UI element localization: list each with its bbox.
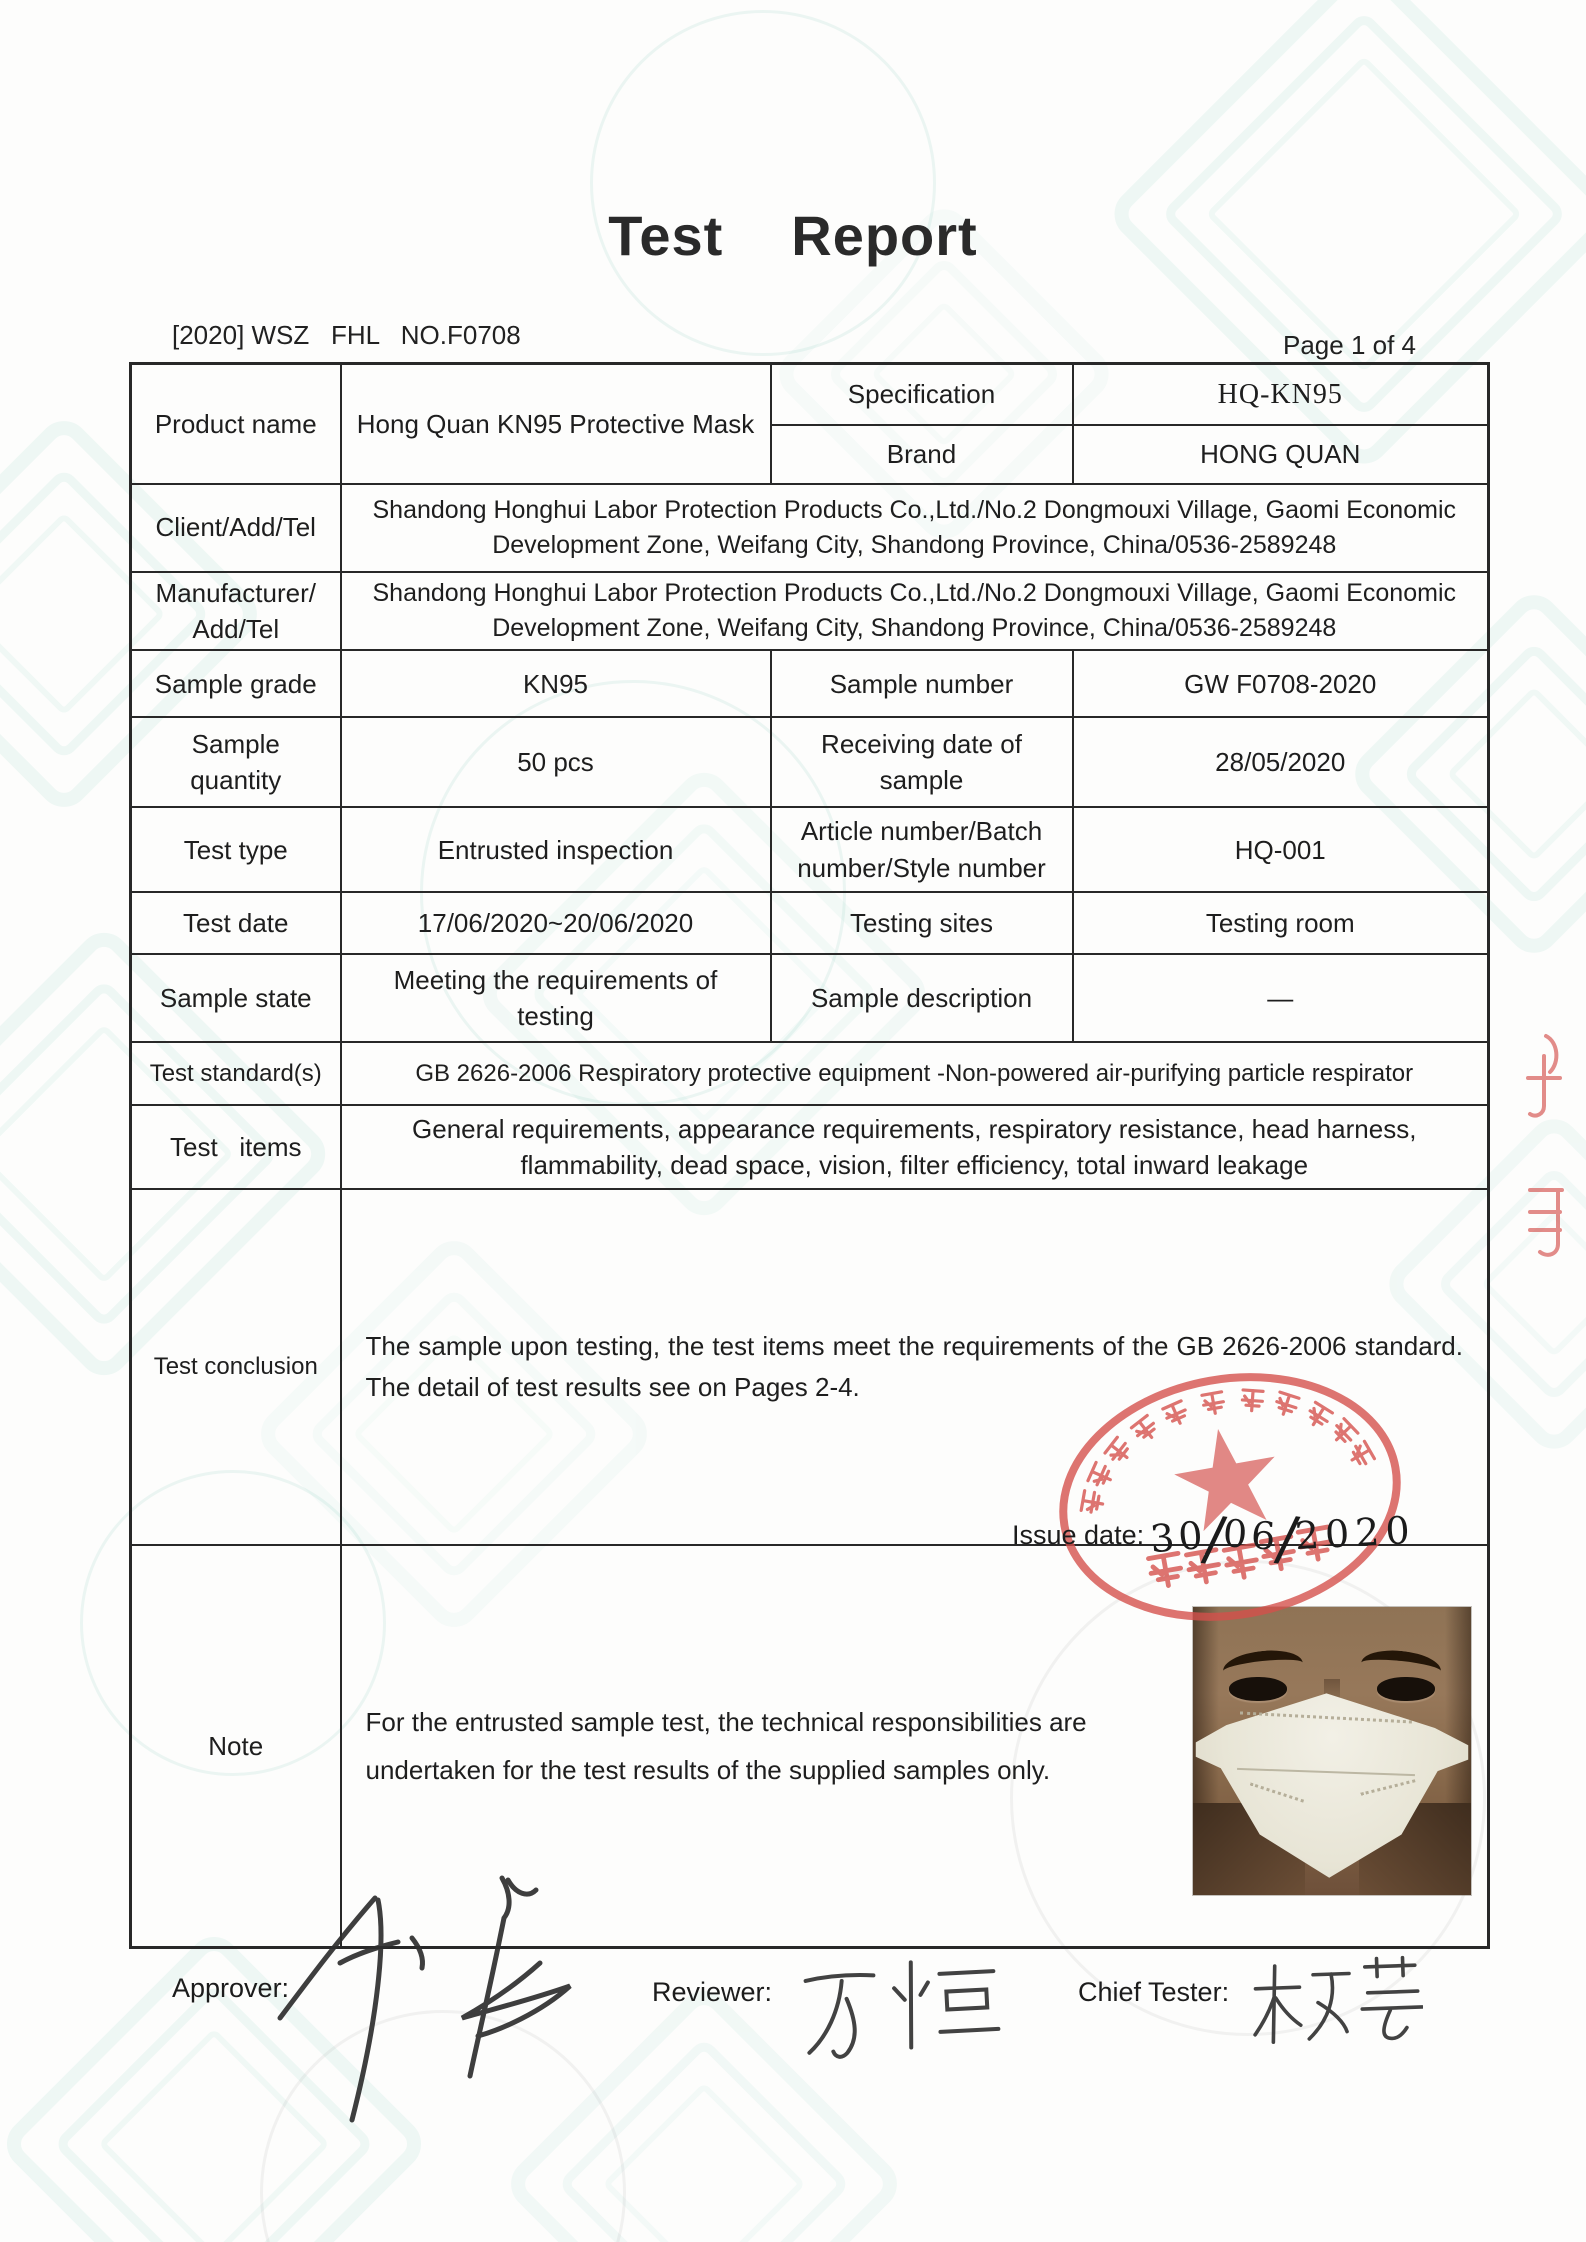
cell-test-date-value: 17/06/2020~20/06/2020 (341, 892, 771, 954)
issue-date (1012, 1500, 1417, 1576)
issue-date-label: Issue date: (1012, 1519, 1145, 1550)
cell-specification-value: HQ-KN95 (1073, 364, 1489, 425)
cell-test-standard-label: Test standard(s) (131, 1042, 341, 1105)
issue-date-slash: / (1199, 1502, 1230, 1576)
reviewer-label: Reviewer: (652, 1977, 773, 2007)
approver-label: Approver: (172, 1973, 290, 2003)
cell-test-date-label: Test date (131, 892, 341, 954)
manufacturer-label-line1: Manufacturer/ (155, 577, 316, 608)
chief-tester-label: Chief Tester: (1078, 1977, 1230, 2007)
manufacturer-label-line2: Add/Tel (192, 613, 280, 644)
cell-brand-label: Brand (771, 425, 1073, 484)
cell-sample-quantity-label: Sample quantity (131, 717, 341, 807)
cell-testing-sites-label: Testing sites (771, 892, 1073, 954)
report-reference-number: [2020] WSZ FHL NO.F0708 (172, 320, 521, 350)
cell-test-items-value: General requirements, appearance requirements, respiratory resistance, head harness, flammability, dead space, vision, filter efficiency, total inward leakage (341, 1105, 1489, 1189)
red-edge-mark (1516, 1028, 1576, 1128)
cell-sample-state-label: Sample state (131, 954, 341, 1042)
cell-note-label: Note (131, 1545, 341, 1947)
cell-test-items-label: Test items (131, 1105, 341, 1189)
cell-brand-value: HONG QUAN (1073, 425, 1489, 484)
cell-test-type-value: Entrusted inspection (341, 807, 771, 892)
cell-client-label: Client/Add/Tel (131, 484, 341, 572)
cell-sample-number-label: Sample number (771, 650, 1073, 717)
report-title-word2: Report (791, 204, 978, 267)
issue-date-year: 2020 (1294, 1507, 1417, 1559)
cell-test-standard-value: GB 2626-2006 Respiratory protective equipment -Non-powered air-purifying particle respirator (341, 1042, 1489, 1105)
chief-tester-signature (1248, 1952, 1423, 2052)
cell-sample-description-label: Sample description (771, 954, 1073, 1042)
cell-testing-sites-value: Testing room (1073, 892, 1489, 954)
cell-sample-state-value: Meeting the requirements of testing (341, 954, 771, 1042)
report-title-word1: Test (608, 204, 724, 267)
left-eye (1229, 1677, 1287, 1701)
cell-product-name-label: Product name (131, 364, 341, 484)
cell-article-number-value: HQ-001 (1073, 807, 1489, 892)
right-eye (1377, 1677, 1435, 1701)
cell-receiving-date-value: 28/05/2020 (1073, 717, 1489, 807)
report-title (0, 203, 1586, 268)
cell-manufacturer-label (131, 572, 341, 651)
cell-receiving-date-label: Receiving date of sample (771, 717, 1073, 807)
cell-sample-description-value: — (1073, 954, 1489, 1042)
cell-sample-quantity-value: 50 pcs (341, 717, 771, 807)
cell-article-number-label: Article number/Batch number/Style number (771, 807, 1073, 892)
watermark-circle (590, 10, 936, 356)
page-number: Page 1 of 4 (1283, 330, 1416, 360)
cell-product-name-value: Hong Quan KN95 Protective Mask (341, 364, 771, 484)
cell-test-type-label: Test type (131, 807, 341, 892)
approver-signature (240, 1868, 640, 2128)
reviewer-signature (795, 1948, 1005, 2063)
issue-date-month: 06 (1221, 1511, 1281, 1559)
cell-specification-label: Specification (771, 364, 1073, 425)
test-conclusion-text: The sample upon testing, the test items meet the requirements of the GB 2626-2006 standard. The detail of test results see on Pages 2-4. (365, 1330, 1463, 1403)
red-edge-mark (1520, 1178, 1575, 1268)
issue-date-day: 30 (1148, 1512, 1209, 1562)
issue-date-slash: / (1272, 1502, 1303, 1576)
cell-test-conclusion-label: Test conclusion (131, 1189, 341, 1545)
cell-client-value: Shandong Honghui Labor Protection Products Co.,Ltd./No.2 Dongmouxi Village, Gaomi Economic Development Zone, Weifang City, Shandong Province, China/0536-2589248 (341, 484, 1489, 572)
cell-manufacturer-value: Shandong Honghui Labor Protection Products Co.,Ltd./No.2 Dongmouxi Village, Gaomi Economic Development Zone, Weifang City, Shandong Province, China/0536-2589248 (341, 572, 1489, 651)
cell-sample-grade-label: Sample grade (131, 650, 341, 717)
cell-sample-number-value: GW F0708-2020 (1073, 650, 1489, 717)
note-text: For the entrusted sample test, the technical responsibilities are undertaken for the test results of the supplied samples only. (365, 1706, 1087, 1786)
cell-sample-grade-value: KN95 (341, 650, 771, 717)
